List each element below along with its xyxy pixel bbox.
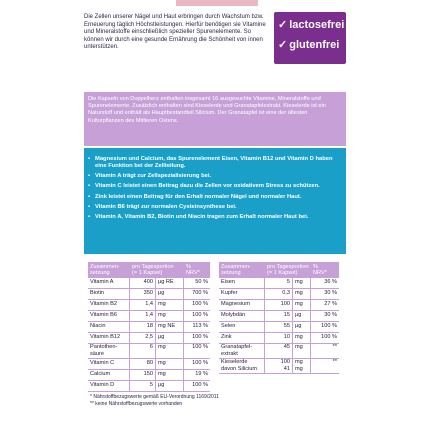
check-icon: ✓ [278, 19, 288, 31]
table-row [219, 322, 339, 333]
table-row [219, 333, 339, 344]
nutrient-name: Biotin [88, 289, 130, 299]
claim-item: • Magnesium und Calcium, das Spurenelement Eisen, Vitamin B12 und Vitamin D haben eine Funktion bei der Zellteilung. [88, 156, 342, 170]
badge-label: glutenfrei [289, 39, 340, 51]
claims-panel [84, 148, 346, 254]
amount: 150 [130, 370, 156, 380]
amount: 80 [130, 359, 156, 369]
amount: 18 [130, 322, 156, 332]
nutrient-name: Vitamin D [88, 381, 130, 391]
unit: mg [293, 300, 311, 310]
nutrient-name: Vitamin B12 [88, 333, 130, 343]
badge-label: lactosefrei [289, 19, 345, 31]
claim-item: • Vitamin B6 trägt zur normalen Cysteinsynthese bei. [88, 204, 342, 211]
amount: 15 [265, 311, 293, 321]
nutrient-name: Vitamin C [88, 359, 130, 369]
nrv-percent: 100 % [192, 360, 208, 366]
table-row [219, 278, 339, 289]
nrv-percent: 113 % [192, 323, 208, 329]
nrv-percent: 27 % [324, 301, 337, 307]
check-icon: ✓ [278, 39, 288, 51]
table-row [88, 311, 210, 322]
nrv-percent: 100 % [192, 312, 208, 318]
unit: mg [156, 300, 184, 310]
amount: 2,5 [130, 333, 156, 343]
footnote: ** keine Nährstoffbezugswerte vorhanden [90, 400, 183, 407]
table-row [219, 289, 339, 300]
amount: 100 41 [265, 359, 293, 373]
header-cell: % NRV* [313, 264, 327, 276]
amount: 0,3 [265, 289, 293, 299]
footnotes [90, 394, 219, 407]
nrv-percent: 100 % [192, 301, 208, 307]
table-row [88, 359, 210, 370]
top-color-strip [176, 0, 258, 6]
table-row [88, 289, 210, 300]
nutrient-name: Kupfer [219, 289, 265, 299]
nrv-percent: 100 % [321, 323, 337, 329]
nutrient-name: Granatapfel- extrakt [219, 344, 265, 358]
table-row [88, 344, 210, 359]
amount: 350 [130, 289, 156, 299]
table-row [88, 300, 210, 311]
nutrient-name: Magnesium [219, 300, 265, 310]
nutrient-name: Vitamin A [88, 278, 130, 288]
table-row [219, 359, 339, 374]
badge-box [274, 12, 346, 64]
nutrient-name: Calcium [88, 370, 130, 380]
unit: mg [293, 278, 311, 288]
amount: 400 [130, 278, 156, 288]
header-cell: pro Tagesportion (= 1 Kapsel) [132, 264, 174, 276]
amount: 5 [265, 278, 293, 288]
badge-lactosefrei [278, 18, 344, 31]
amount: 10 [265, 333, 293, 343]
nrv-percent: ** [332, 359, 337, 365]
unit: µg [156, 289, 184, 299]
table-row [88, 322, 210, 333]
unit: mg [293, 289, 311, 299]
table-row [88, 381, 210, 392]
nrv-percent: 30 % [324, 290, 337, 296]
unit: mg [293, 333, 311, 343]
table-row [88, 370, 210, 381]
header-cell: Zusammen- setzung [221, 264, 251, 276]
table-row [88, 333, 210, 344]
nrv-percent: 100 % [192, 334, 208, 340]
table-row [219, 311, 339, 322]
table-header [88, 262, 210, 278]
unit: mg [156, 370, 184, 380]
info-panel [84, 92, 346, 146]
unit: mg [156, 311, 184, 321]
amount: 6 [130, 344, 156, 358]
unit: mg NE [156, 322, 184, 332]
table-row [219, 344, 339, 359]
claim-item: • Vitamin A, Vitamin B2, Biotin und Niacin tragen zum Erhalt normaler Haut bei. [88, 214, 342, 221]
unit: µg [293, 322, 311, 332]
nrv-percent: 100 % [192, 344, 208, 350]
nrv-percent: 36 % [324, 279, 337, 285]
unit: µg RE [156, 278, 184, 288]
unit: mg [156, 359, 184, 369]
unit: µg [293, 311, 311, 321]
nutrient-name: Selen [219, 322, 265, 332]
nrv-percent: 700 % [192, 290, 208, 296]
amount: 1,4 [130, 311, 156, 321]
nrv-percent: 100 % [321, 334, 337, 340]
amount: 55 [265, 322, 293, 332]
amount: 100 [265, 300, 293, 310]
header-cell: pro Tagesportion (= 1 Kapsel) [267, 264, 309, 276]
nrv-percent: 19 % [195, 371, 208, 377]
claim-item: • Vitamin C leistet einen Beitrag dazu die Zellen vor oxidativem Stress zu schützen. [88, 183, 342, 190]
nutrient-name: Kieselerde davon Silicium [219, 359, 265, 373]
nutrient-name: Molybdän [219, 311, 265, 321]
unit: mg [156, 344, 184, 358]
nutrient-name: Zink [219, 333, 265, 343]
amount: 1,4 [130, 300, 156, 310]
claim-item: • Vitamin A trägt zur Zellspezialisierung bei. [88, 173, 342, 180]
header-cell: % NRV* [186, 264, 200, 276]
unit: µg [156, 381, 184, 391]
table-row [219, 300, 339, 311]
nrv-percent: 100 % [192, 382, 208, 388]
intro-text: Die Zellen unserer Nägel und Haut erbringen durch Wachstum bzw. Erneuerung täglich Höchstleistungen. Hierfür benötigen sie Vitamine und Mineralstoffe einschließlich spezieller Spurenelemente. So können wir durch eine gesunde Ernährung die Schönheit von innen unterstützen. [84, 14, 266, 51]
unit: mg mg [293, 359, 311, 373]
amount: 45 [265, 344, 293, 358]
nrv-percent: 50 % [195, 279, 208, 285]
table-row [88, 278, 210, 289]
nrv-percent: 30 % [324, 312, 337, 318]
info-text: Die Kapseln von Doppelherz enthalten insgesamt 16 ausgesuchte Vitamine, Mineralstoffe und Spurenelemente. Zusätzlich enthalten sind Kieselerde und Granatapfelextrakt. Kieselerde ist ein Naturstoff und enthält als Hauptbestandteil Silicium. Der Granatapfel ist eine der ältesten Kulturpflanzen des Mittleren Ostens. [88, 96, 326, 124]
nutrition-table-left [88, 262, 210, 392]
nutrient-name: Pantothen- säure [88, 344, 130, 358]
unit: mg [293, 344, 311, 358]
claim-item: • Zink leistet einen Beitrag für den Erhalt normaler Nägel und normaler Haut. [88, 194, 342, 201]
nutrient-name: Eisen [219, 278, 265, 288]
nutrient-name: Niacin [88, 322, 130, 332]
badge-glutenfrei [278, 38, 339, 51]
nrv-percent: ** [332, 344, 337, 350]
footnote: * Nährstoffbezugswerte gemäß EU-Verordnung 1169/2011 [90, 394, 219, 400]
table-header [219, 262, 339, 278]
unit: µg [156, 333, 184, 343]
nutrient-name: Vitamin B2 [88, 300, 130, 310]
claims-list [88, 156, 342, 224]
amount: 5 [130, 381, 156, 391]
header-cell: Zusammen- setzung [90, 264, 120, 276]
nutrition-table-right [219, 262, 339, 374]
nutrient-name: Vitamin B6 [88, 311, 130, 321]
